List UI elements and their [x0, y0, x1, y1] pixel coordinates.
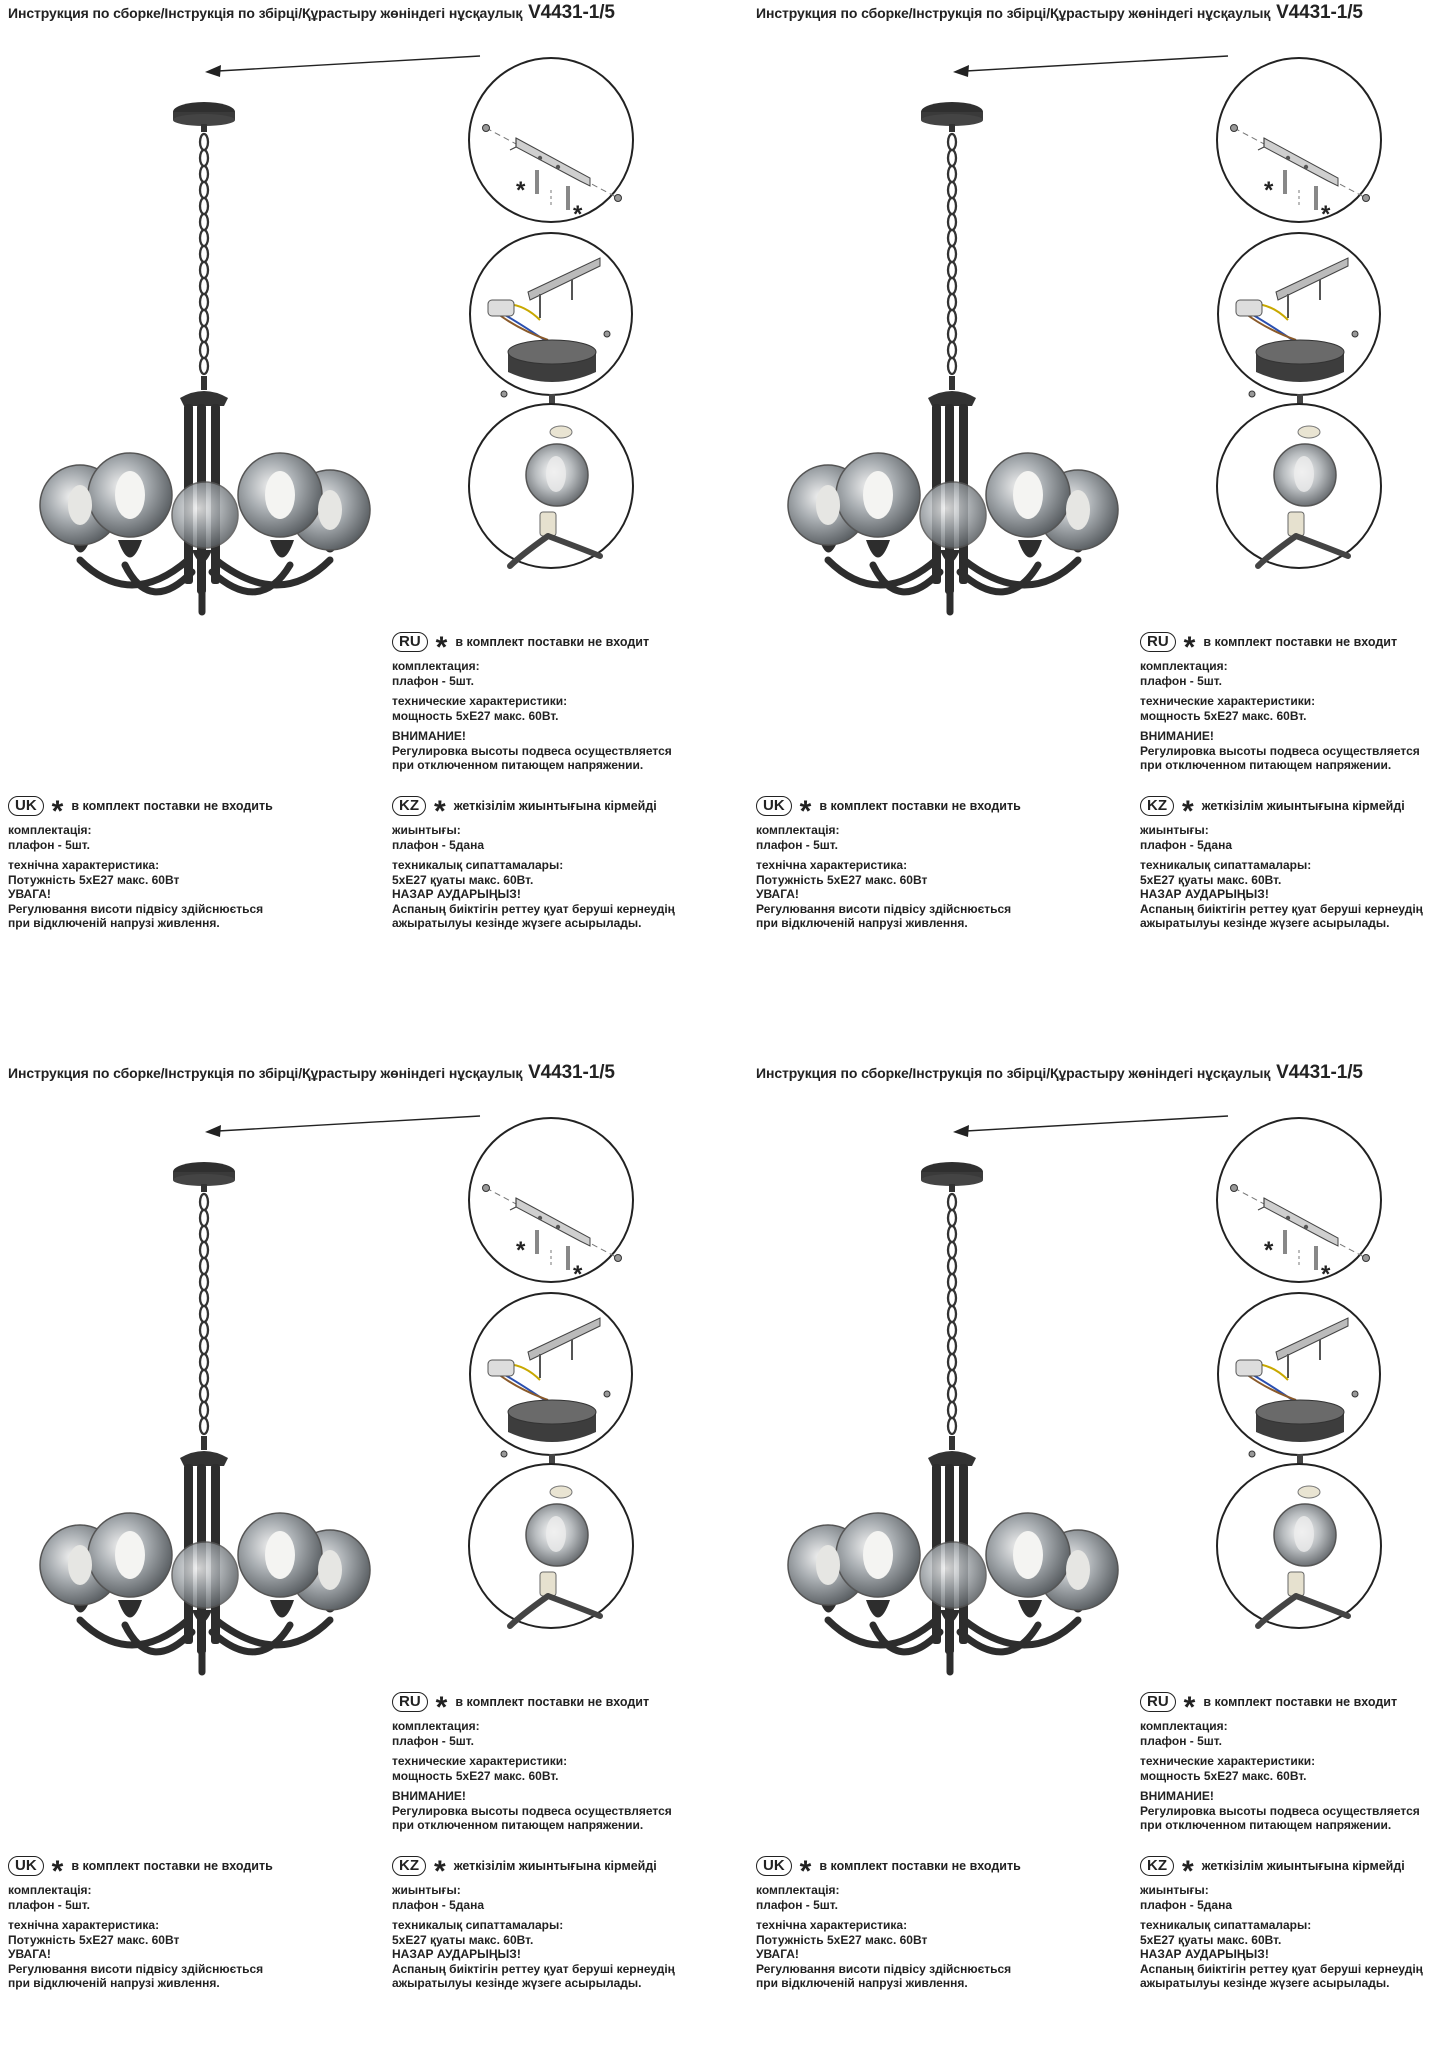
- lang-badge-kz: KZ: [1140, 796, 1174, 816]
- text-line: плафон - 5шт.: [8, 1897, 90, 1912]
- text-line: Регулировка высоты подвеса осуществляется: [1140, 743, 1420, 758]
- asterisk-icon: *: [1183, 631, 1196, 664]
- lang-badge-ru: RU: [392, 1692, 428, 1712]
- title-text: Инструкция по сборке/Інструкція по збірці/Құрастыру жөніндегі нұсқаулық: [8, 1065, 523, 1081]
- text-line: плафон - 5шт.: [1140, 1733, 1222, 1748]
- text-line: плафон - 5шт.: [8, 837, 90, 852]
- text-line: при відключеній напрузі живлення.: [8, 1976, 220, 1990]
- text-line: Аспаның биіктігін реттеу қуат беруші кернеудің: [392, 1961, 675, 1976]
- text-line: техникалық сипаттамалары:: [1140, 858, 1312, 872]
- text-line: Потужність 5xE27 макс. 60Вт: [8, 872, 180, 887]
- text-line: Регулировка высоты подвеса осуществляется: [392, 1803, 672, 1818]
- not-included-star-2: *: [1321, 1261, 1331, 1288]
- text-line: ВНИМАНИЕ!: [392, 729, 466, 743]
- lang-badge-kz: KZ: [392, 796, 426, 816]
- detail-shade-socket: [1217, 1464, 1381, 1628]
- text-line: Регулировка высоты подвеса осуществляется: [1140, 1803, 1420, 1818]
- text-line: техникалық сипаттамалары:: [392, 858, 564, 872]
- text-line: технічна характеристика:: [756, 858, 908, 872]
- not-included-note: в комплект поставки не входить: [71, 1858, 273, 1873]
- text-line: 5xE27 қуаты макс. 60Вт.: [392, 1932, 534, 1947]
- text-line: Аспаның биіктігін реттеу қуат беруші кернеудің: [1140, 1961, 1423, 1976]
- instructions-ru: [1140, 632, 1420, 773]
- suspension-chain: [200, 134, 208, 374]
- text-line: УВАГА!: [756, 1947, 799, 1961]
- instruction-sheet-1: [0, 0, 721, 1000]
- detail-shade-socket: [1217, 404, 1381, 568]
- lang-badge-uk: UK: [8, 1856, 44, 1876]
- instruction-sheet-4: [748, 1060, 1443, 2060]
- text-line: плафон - 5дана: [1140, 837, 1233, 852]
- text-line: Потужність 5xE27 макс. 60Вт: [8, 1932, 180, 1947]
- text-line: технічна характеристика:: [756, 1918, 908, 1932]
- instructions-kz: [392, 796, 675, 931]
- text-line: ажыратылуы кезінде жүзеге асырылады.: [392, 916, 642, 930]
- title-text: Инструкция по сборке/Інструкція по збірці/Құрастыру жөніндегі нұсқаулық: [756, 1065, 1271, 1081]
- text-line: плафон - 5шт.: [1140, 673, 1222, 688]
- text-line: при отключенном питающем напряжении.: [1140, 758, 1392, 772]
- text-line: плафон - 5дана: [392, 837, 485, 852]
- pointer-arrow: [953, 56, 1228, 77]
- model-number: V4431-1/5: [528, 1062, 615, 1083]
- instructions-uk: [756, 1856, 1021, 1991]
- text-line: ВНИМАНИЕ!: [1140, 729, 1214, 743]
- instructions-uk: [8, 1856, 273, 1991]
- instructions-kz: [392, 1856, 675, 1991]
- not-included-note: в комплект поставки не входит: [455, 1694, 650, 1709]
- text-line: плафон - 5шт.: [756, 1897, 838, 1912]
- instruction-sheet-2: [748, 0, 1443, 1000]
- text-line: при відключеній напрузі живлення.: [8, 916, 220, 930]
- text-line: УВАГА!: [756, 887, 799, 901]
- not-included-note: жеткізілім жиынтығына кірмейді: [453, 798, 657, 813]
- text-line: Регулировка высоты подвеса осуществляется: [392, 743, 672, 758]
- detail-mounting-bracket: [469, 1118, 633, 1288]
- text-line: Потужність 5xE27 макс. 60Вт: [756, 1932, 928, 1947]
- suspension-chain: [200, 1194, 208, 1434]
- not-included-note: в комплект поставки не входить: [71, 798, 273, 813]
- asterisk-icon: *: [799, 1855, 812, 1888]
- asterisk-icon: *: [435, 1691, 448, 1724]
- text-line: мощность 5xE27 макс. 60Вт.: [1140, 1768, 1307, 1783]
- detail-mounting-bracket: [1217, 58, 1381, 228]
- text-line: комплектация:: [1140, 1719, 1228, 1733]
- detail-wiring-canopy: [470, 233, 632, 412]
- not-included-star-2: *: [573, 201, 583, 228]
- pointer-arrow: [205, 1116, 480, 1137]
- not-included-note: в комплект поставки не входит: [455, 634, 650, 649]
- not-included-note: в комплект поставки не входить: [819, 1858, 1021, 1873]
- lang-badge-uk: UK: [756, 1856, 792, 1876]
- chandelier-drawing: [788, 1162, 1118, 1672]
- detail-wiring-canopy: [1218, 1293, 1380, 1472]
- text-line: ажыратылуы кезінде жүзеге асырылады.: [1140, 916, 1390, 930]
- text-line: жиынтығы:: [1140, 823, 1209, 837]
- text-line: комплектація:: [756, 1883, 840, 1897]
- lang-badge-ru: RU: [392, 632, 428, 652]
- instructions-ru: [1140, 1692, 1420, 1833]
- text-line: плафон - 5шт.: [392, 1733, 474, 1748]
- text-line: ажыратылуы кезінде жүзеге асырылады.: [1140, 1976, 1390, 1990]
- model-number: V4431-1/5: [1276, 2, 1363, 23]
- asterisk-icon: *: [1182, 1855, 1194, 1888]
- title-text: Инструкция по сборке/Інструкція по збірці/Құрастыру жөніндегі нұсқаулық: [8, 5, 523, 21]
- not-included-star-1: *: [516, 1237, 526, 1264]
- text-line: НАЗАР АУДАРЫҢЫЗ!: [392, 1947, 521, 1961]
- lang-badge-uk: UK: [8, 796, 44, 816]
- pointer-arrow: [953, 1116, 1228, 1137]
- lang-badge-kz: KZ: [392, 1856, 426, 1876]
- not-included-star-1: *: [1264, 1237, 1274, 1264]
- text-line: мощность 5xE27 макс. 60Вт.: [392, 708, 559, 723]
- not-included-star-1: *: [516, 177, 526, 204]
- text-line: 5xE27 қуаты макс. 60Вт.: [392, 872, 534, 887]
- model-number: V4431-1/5: [1276, 1062, 1363, 1083]
- text-line: технические характеристики:: [392, 1754, 568, 1768]
- suspension-chain: [948, 1194, 956, 1434]
- not-included-star-2: *: [573, 1261, 583, 1288]
- asterisk-icon: *: [51, 795, 64, 828]
- text-line: плафон - 5дана: [1140, 1897, 1233, 1912]
- not-included-note: жеткізілім жиынтығына кірмейді: [1201, 798, 1405, 813]
- chandelier-drawing: [40, 1162, 370, 1672]
- chandelier-drawing: [788, 102, 1118, 612]
- text-line: НАЗАР АУДАРЫҢЫЗ!: [1140, 1947, 1269, 1961]
- pointer-arrow: [205, 56, 480, 77]
- not-included-note: в комплект поставки не входить: [819, 798, 1021, 813]
- text-line: НАЗАР АУДАРЫҢЫЗ!: [392, 887, 521, 901]
- lang-badge-ru: RU: [1140, 632, 1176, 652]
- text-line: техникалық сипаттамалары:: [1140, 1918, 1312, 1932]
- asterisk-icon: *: [434, 1855, 446, 1888]
- text-line: при отключенном питающем напряжении.: [392, 1818, 644, 1832]
- text-line: комплектация:: [392, 1719, 480, 1733]
- not-included-note: в комплект поставки не входит: [1203, 1694, 1398, 1709]
- text-line: комплектация:: [392, 659, 480, 673]
- lang-badge-ru: RU: [1140, 1692, 1176, 1712]
- text-line: при отключенном питающем напряжении.: [1140, 1818, 1392, 1832]
- instruction-sheet-3: [0, 1060, 721, 2060]
- text-line: НАЗАР АУДАРЫҢЫЗ!: [1140, 887, 1269, 901]
- text-line: Регулювання висоти підвісу здійснюється: [8, 1961, 264, 1976]
- text-line: ажыратылуы кезінде жүзеге асырылады.: [392, 1976, 642, 1990]
- instructions-ru: [392, 1692, 672, 1833]
- text-line: Регулювання висоти підвісу здійснюється: [756, 901, 1012, 916]
- text-line: комплектация:: [1140, 659, 1228, 673]
- not-included-note: жеткізілім жиынтығына кірмейді: [1201, 1858, 1405, 1873]
- text-line: технічна характеристика:: [8, 858, 160, 872]
- lang-badge-kz: KZ: [1140, 1856, 1174, 1876]
- text-line: ВНИМАНИЕ!: [392, 1789, 466, 1803]
- instructions-kz: [1140, 1856, 1423, 1991]
- lang-badge-uk: UK: [756, 796, 792, 816]
- text-line: плафон - 5дана: [392, 1897, 485, 1912]
- chandelier-drawing: [40, 102, 370, 612]
- detail-mounting-bracket: [1217, 1118, 1381, 1288]
- text-line: при отключенном питающем напряжении.: [392, 758, 644, 772]
- not-included-star-2: *: [1321, 201, 1331, 228]
- text-line: комплектація:: [8, 823, 92, 837]
- text-line: плафон - 5шт.: [756, 837, 838, 852]
- text-line: 5xE27 қуаты макс. 60Вт.: [1140, 872, 1282, 887]
- text-line: жиынтығы:: [1140, 1883, 1209, 1897]
- text-line: УВАГА!: [8, 887, 51, 901]
- asterisk-icon: *: [799, 795, 812, 828]
- model-number: V4431-1/5: [528, 2, 615, 23]
- text-line: жиынтығы:: [392, 1883, 461, 1897]
- detail-mounting-bracket: [469, 58, 633, 228]
- text-line: Регулювання висоти підвісу здійснюється: [756, 1961, 1012, 1976]
- text-line: жиынтығы:: [392, 823, 461, 837]
- asterisk-icon: *: [51, 1855, 64, 1888]
- asterisk-icon: *: [435, 631, 448, 664]
- text-line: УВАГА!: [8, 1947, 51, 1961]
- text-line: Потужність 5xE27 макс. 60Вт: [756, 872, 928, 887]
- text-line: ВНИМАНИЕ!: [1140, 1789, 1214, 1803]
- text-line: технічна характеристика:: [8, 1918, 160, 1932]
- text-line: комплектація:: [756, 823, 840, 837]
- text-line: плафон - 5шт.: [392, 673, 474, 688]
- not-included-note: жеткізілім жиынтығына кірмейді: [453, 1858, 657, 1873]
- text-line: комплектація:: [8, 1883, 92, 1897]
- instructions-uk: [756, 796, 1021, 931]
- text-line: технические характеристики:: [1140, 1754, 1316, 1768]
- instructions-uk: [8, 796, 273, 931]
- text-line: Регулювання висоти підвісу здійснюється: [8, 901, 264, 916]
- text-line: Аспаның биіктігін реттеу қуат беруші кернеудің: [1140, 901, 1423, 916]
- not-included-note: в комплект поставки не входит: [1203, 634, 1398, 649]
- text-line: Аспаның биіктігін реттеу қуат беруші кернеудің: [392, 901, 675, 916]
- text-line: 5xE27 қуаты макс. 60Вт.: [1140, 1932, 1282, 1947]
- text-line: при відключеній напрузі живлення.: [756, 916, 968, 930]
- instructions-ru: [392, 632, 672, 773]
- text-line: при відключеній напрузі живлення.: [756, 1976, 968, 1990]
- text-line: мощность 5xE27 макс. 60Вт.: [392, 1768, 559, 1783]
- text-line: техникалық сипаттамалары:: [392, 1918, 564, 1932]
- title-text: Инструкция по сборке/Інструкція по збірці/Құрастыру жөніндегі нұсқаулық: [756, 5, 1271, 21]
- text-line: мощность 5xE27 макс. 60Вт.: [1140, 708, 1307, 723]
- detail-shade-socket: [469, 404, 633, 568]
- asterisk-icon: *: [434, 795, 446, 828]
- suspension-chain: [948, 134, 956, 374]
- asterisk-icon: *: [1182, 795, 1194, 828]
- text-line: технические характеристики:: [392, 694, 568, 708]
- not-included-star-1: *: [1264, 177, 1274, 204]
- detail-wiring-canopy: [470, 1293, 632, 1472]
- detail-shade-socket: [469, 1464, 633, 1628]
- instructions-kz: [1140, 796, 1423, 931]
- text-line: технические характеристики:: [1140, 694, 1316, 708]
- detail-wiring-canopy: [1218, 233, 1380, 412]
- asterisk-icon: *: [1183, 1691, 1196, 1724]
